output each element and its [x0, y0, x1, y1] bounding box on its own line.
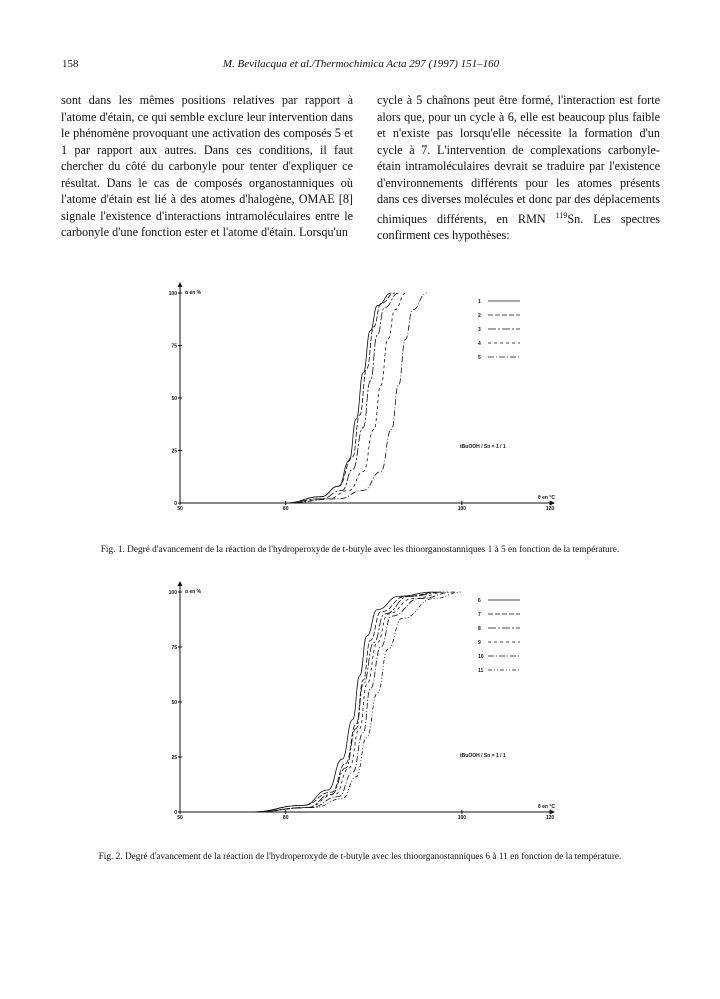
y-tick-label: 25 [171, 755, 177, 761]
isotope-superscript: 119 [555, 210, 568, 220]
x-tick-label: 50 [177, 815, 183, 821]
series-2-line [286, 293, 395, 503]
text-column-right [377, 92, 660, 244]
x-axis-label: θ en °C [538, 495, 555, 501]
ratio-annotation: tBuOOH / Sn = 1 / 1 [460, 753, 506, 759]
x-axis-label: θ en °C [538, 804, 555, 810]
x-tick-label: 120 [545, 815, 555, 821]
figure-1-caption: Fig. 1. Degré d'avancement de la réaction de l'hydroperoxyde de t-butyle avec les thioorganostanniques 1 à 5 en fonction de la température. [100, 545, 620, 555]
legend-label-10: 10 [478, 654, 484, 660]
y-axis-label: α en % [185, 589, 202, 595]
y-axis-label: α en % [185, 290, 202, 296]
legend-label-11: 11 [478, 668, 484, 674]
ratio-annotation: tBuOOH / Sn = 1 / 1 [460, 444, 506, 450]
y-tick-label: 75 [171, 645, 177, 651]
y-tick-label: 50 [171, 700, 177, 706]
legend-label-8: 8 [478, 626, 481, 632]
legend-label-9: 9 [478, 640, 481, 646]
x-tick-label: 100 [457, 506, 467, 512]
figure-2-chart [160, 582, 580, 842]
y-tick-label: 0 [174, 501, 177, 507]
series-9-line [250, 592, 447, 812]
y-tick-label: 50 [171, 396, 177, 402]
legend-label-2: 2 [478, 313, 481, 319]
x-tick-label: 100 [457, 815, 467, 821]
paragraph-left: sont dans les mêmes positions relatives par rapport à l'atome d'étain, ce qui semble exclure leur intervention dans le phénomène provoquant une activation des composés 5 et 1 par rapport aux autres. Dans ces conditions, il faut chercher du côté du carbonyle pour tenter d'expliquer ce résultat. Dans le cas de composés organostanniques où l'atome d'étain est lié à des atomes d'halogène, OMAE [8] signale l'existence d'interactions intramoléculaires entre le carbonyle d'une fonction ester et l'atome d'étain. Lorsqu'un [61, 93, 353, 239]
page-number: 158 [62, 58, 79, 70]
paragraph-right [377, 92, 660, 244]
series-6-line [250, 592, 433, 812]
paragraph-right-tail: Sn. Les spectres confirment ces hypothèses: [377, 211, 660, 243]
x-axis-arrow [550, 501, 555, 506]
series-5-line [286, 293, 427, 503]
y-axis-arrow [178, 581, 183, 586]
y-tick-label: 100 [168, 590, 177, 596]
paragraph-right-text: cycle à 5 chaînons peut être formé, l'interaction est forte alors que, pour un cycle à 6, elle est beaucoup plus faible et n'existe pas lorsqu'elle nécessite la formation d'un cycle à 7. L'intervention de complexations carbonyle-étain intramoléculaires devrait se traduire par l'existence d'environnements différents pour les atomes présents dans ces diverses molécules et donc par des déplacements chimiques différents, en RMN [377, 93, 660, 226]
y-axis-arrow [178, 282, 183, 287]
running-title: M. Bevilacqua et al./Thermochimica Acta 297 (1997) 151–160 [222, 58, 500, 70]
x-tick-label: 80 [282, 815, 289, 821]
series-7-line [250, 592, 440, 812]
legend-label-7: 7 [478, 612, 481, 618]
x-axis-arrow [550, 810, 555, 815]
legend-label-3: 3 [478, 327, 481, 333]
series-10-line [250, 592, 454, 812]
figure-1 [160, 283, 580, 533]
figure-1-chart [160, 283, 580, 533]
y-tick-label: 75 [171, 343, 177, 350]
text-column-left [61, 92, 353, 241]
y-tick-label: 100 [168, 291, 177, 297]
legend-label-6: 6 [478, 598, 481, 604]
x-tick-label: 80 [282, 506, 289, 512]
legend-label-1: 1 [478, 299, 481, 305]
figure-2 [160, 582, 580, 842]
x-tick-label: 120 [545, 506, 555, 512]
x-tick-label: 50 [177, 506, 183, 512]
legend-label-4: 4 [478, 341, 481, 347]
y-tick-label: 0 [174, 810, 177, 816]
legend-label-5: 5 [478, 355, 481, 361]
y-tick-label: 25 [171, 448, 177, 455]
figure-2-caption: Fig. 2. Degré d'avancement de la réaction de l'hydroperoxyde de t-butyle avec les thioorganostanniques 6 à 11 en fonction de la température. [98, 852, 622, 862]
